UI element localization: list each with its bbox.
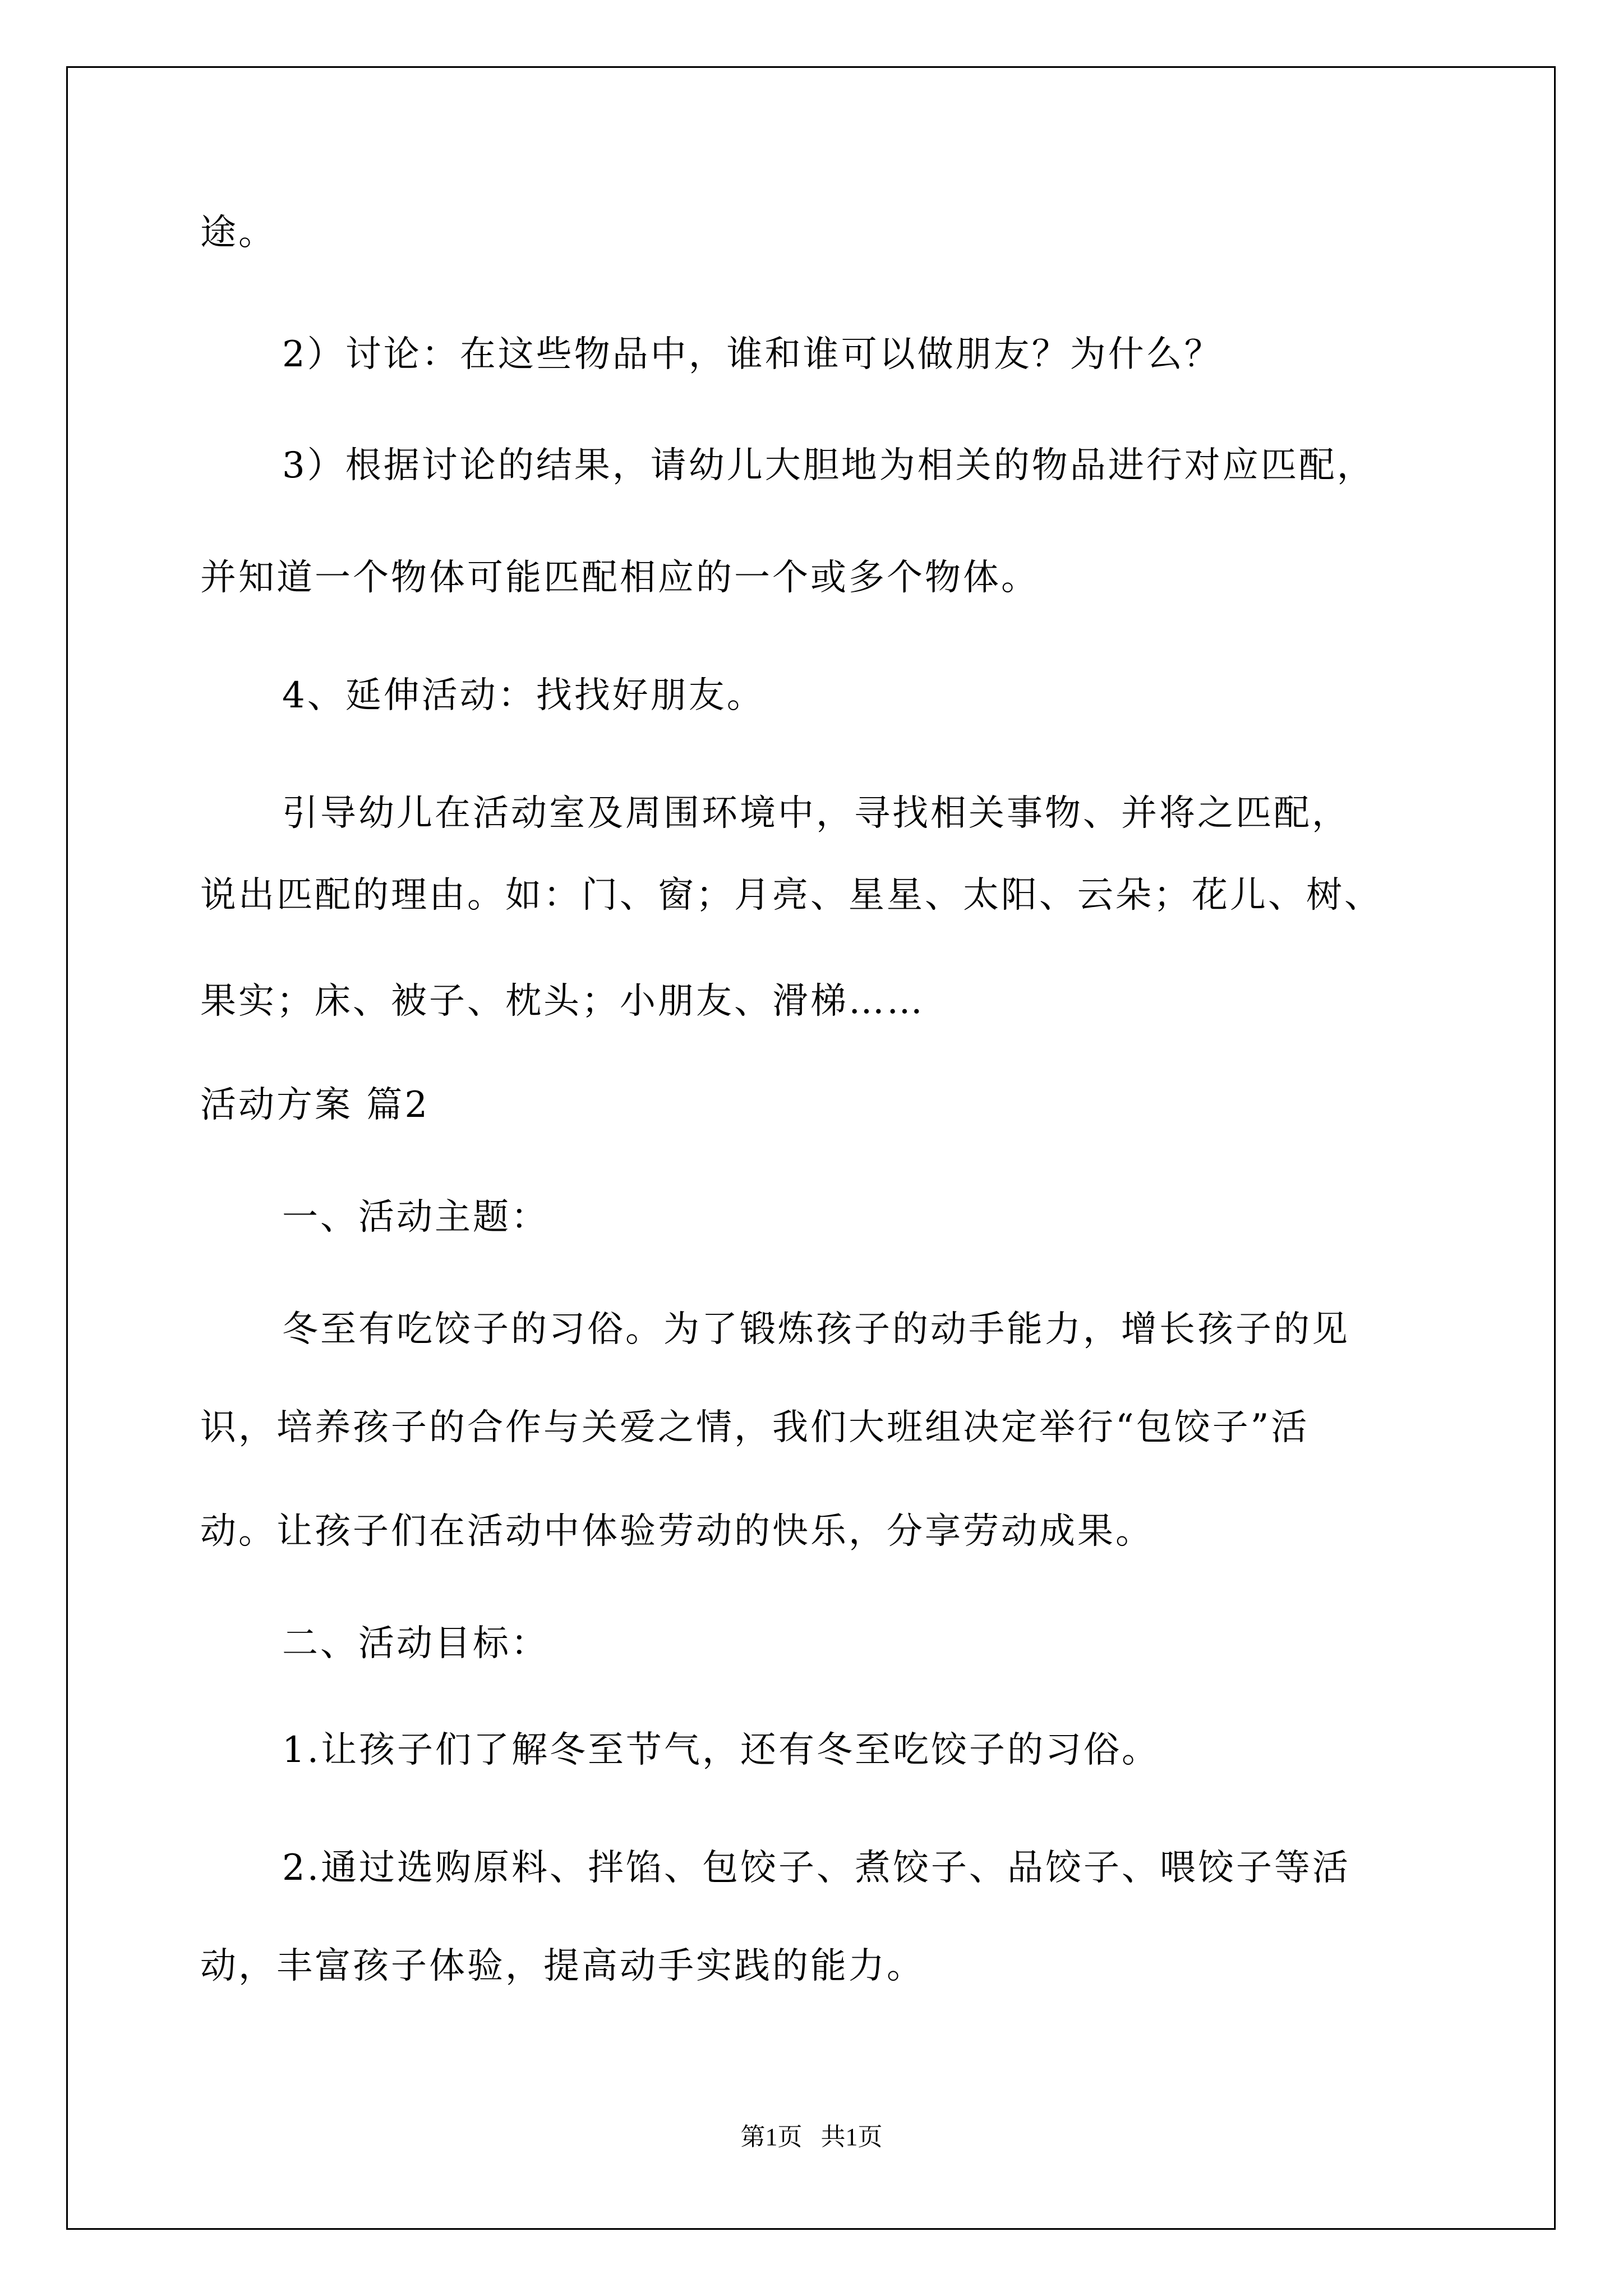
- text-line-theme-heading: 一、活动主题：: [282, 1197, 549, 1238]
- section-heading: 活动方案 篇2: [200, 1084, 430, 1126]
- text-line-continuation: 途。: [200, 212, 276, 254]
- page-number-footer: 第1页 共1页: [740, 2123, 883, 2151]
- text-line-theme-body: 冬至有吃饺子的习俗。为了锻炼孩子的动手能力，增长孩子的见: [282, 1309, 1350, 1350]
- text-line-goal-2: 2.通过选购原料、拌馅、包饺子、煮饺子、品饺子、喂饺子等活: [282, 1847, 1351, 1889]
- text-line-guide-cont: 说出匹配的理由。如：门、窗；月亮、星星、太阳、云朵；花儿、树、: [200, 875, 1382, 916]
- text-line-theme-body-cont: 识，培养孩子的合作与关爱之情，我们大班组决定举行“包饺子”活: [200, 1407, 1310, 1448]
- text-line-extension-activity: 4、延伸活动：找找好朋友。: [282, 675, 765, 716]
- text-line-goal-1: 1.让孩子们了解冬至节气，还有冬至吃饺子的习俗。: [282, 1729, 1160, 1771]
- text-line-matching: 3）根据讨论的结果，请幼儿大胆地为相关的物品进行对应匹配，: [282, 445, 1375, 486]
- text-line-guide-end: 果实；床、被子、枕头；小朋友、滑梯……: [200, 981, 925, 1022]
- text-line-discussion: 2）讨论：在这些物品中，谁和谁可以做朋友？为什么？: [282, 334, 1223, 375]
- text-line-matching-cont: 并知道一个物体可能匹配相应的一个或多个物体。: [200, 557, 1039, 599]
- text-line-goal-2-cont: 动，丰富孩子体验，提高动手实践的能力。: [200, 1945, 925, 1987]
- text-line-guide: 引导幼儿在活动室及周围环境中，寻找相关事物、并将之匹配，: [282, 793, 1350, 834]
- text-line-theme-body-end: 动。让孩子们在活动中体验劳动的快乐，分享劳动成果。: [200, 1511, 1154, 1552]
- page-border: [66, 66, 1556, 2230]
- text-line-goals-heading: 二、活动目标：: [282, 1623, 549, 1664]
